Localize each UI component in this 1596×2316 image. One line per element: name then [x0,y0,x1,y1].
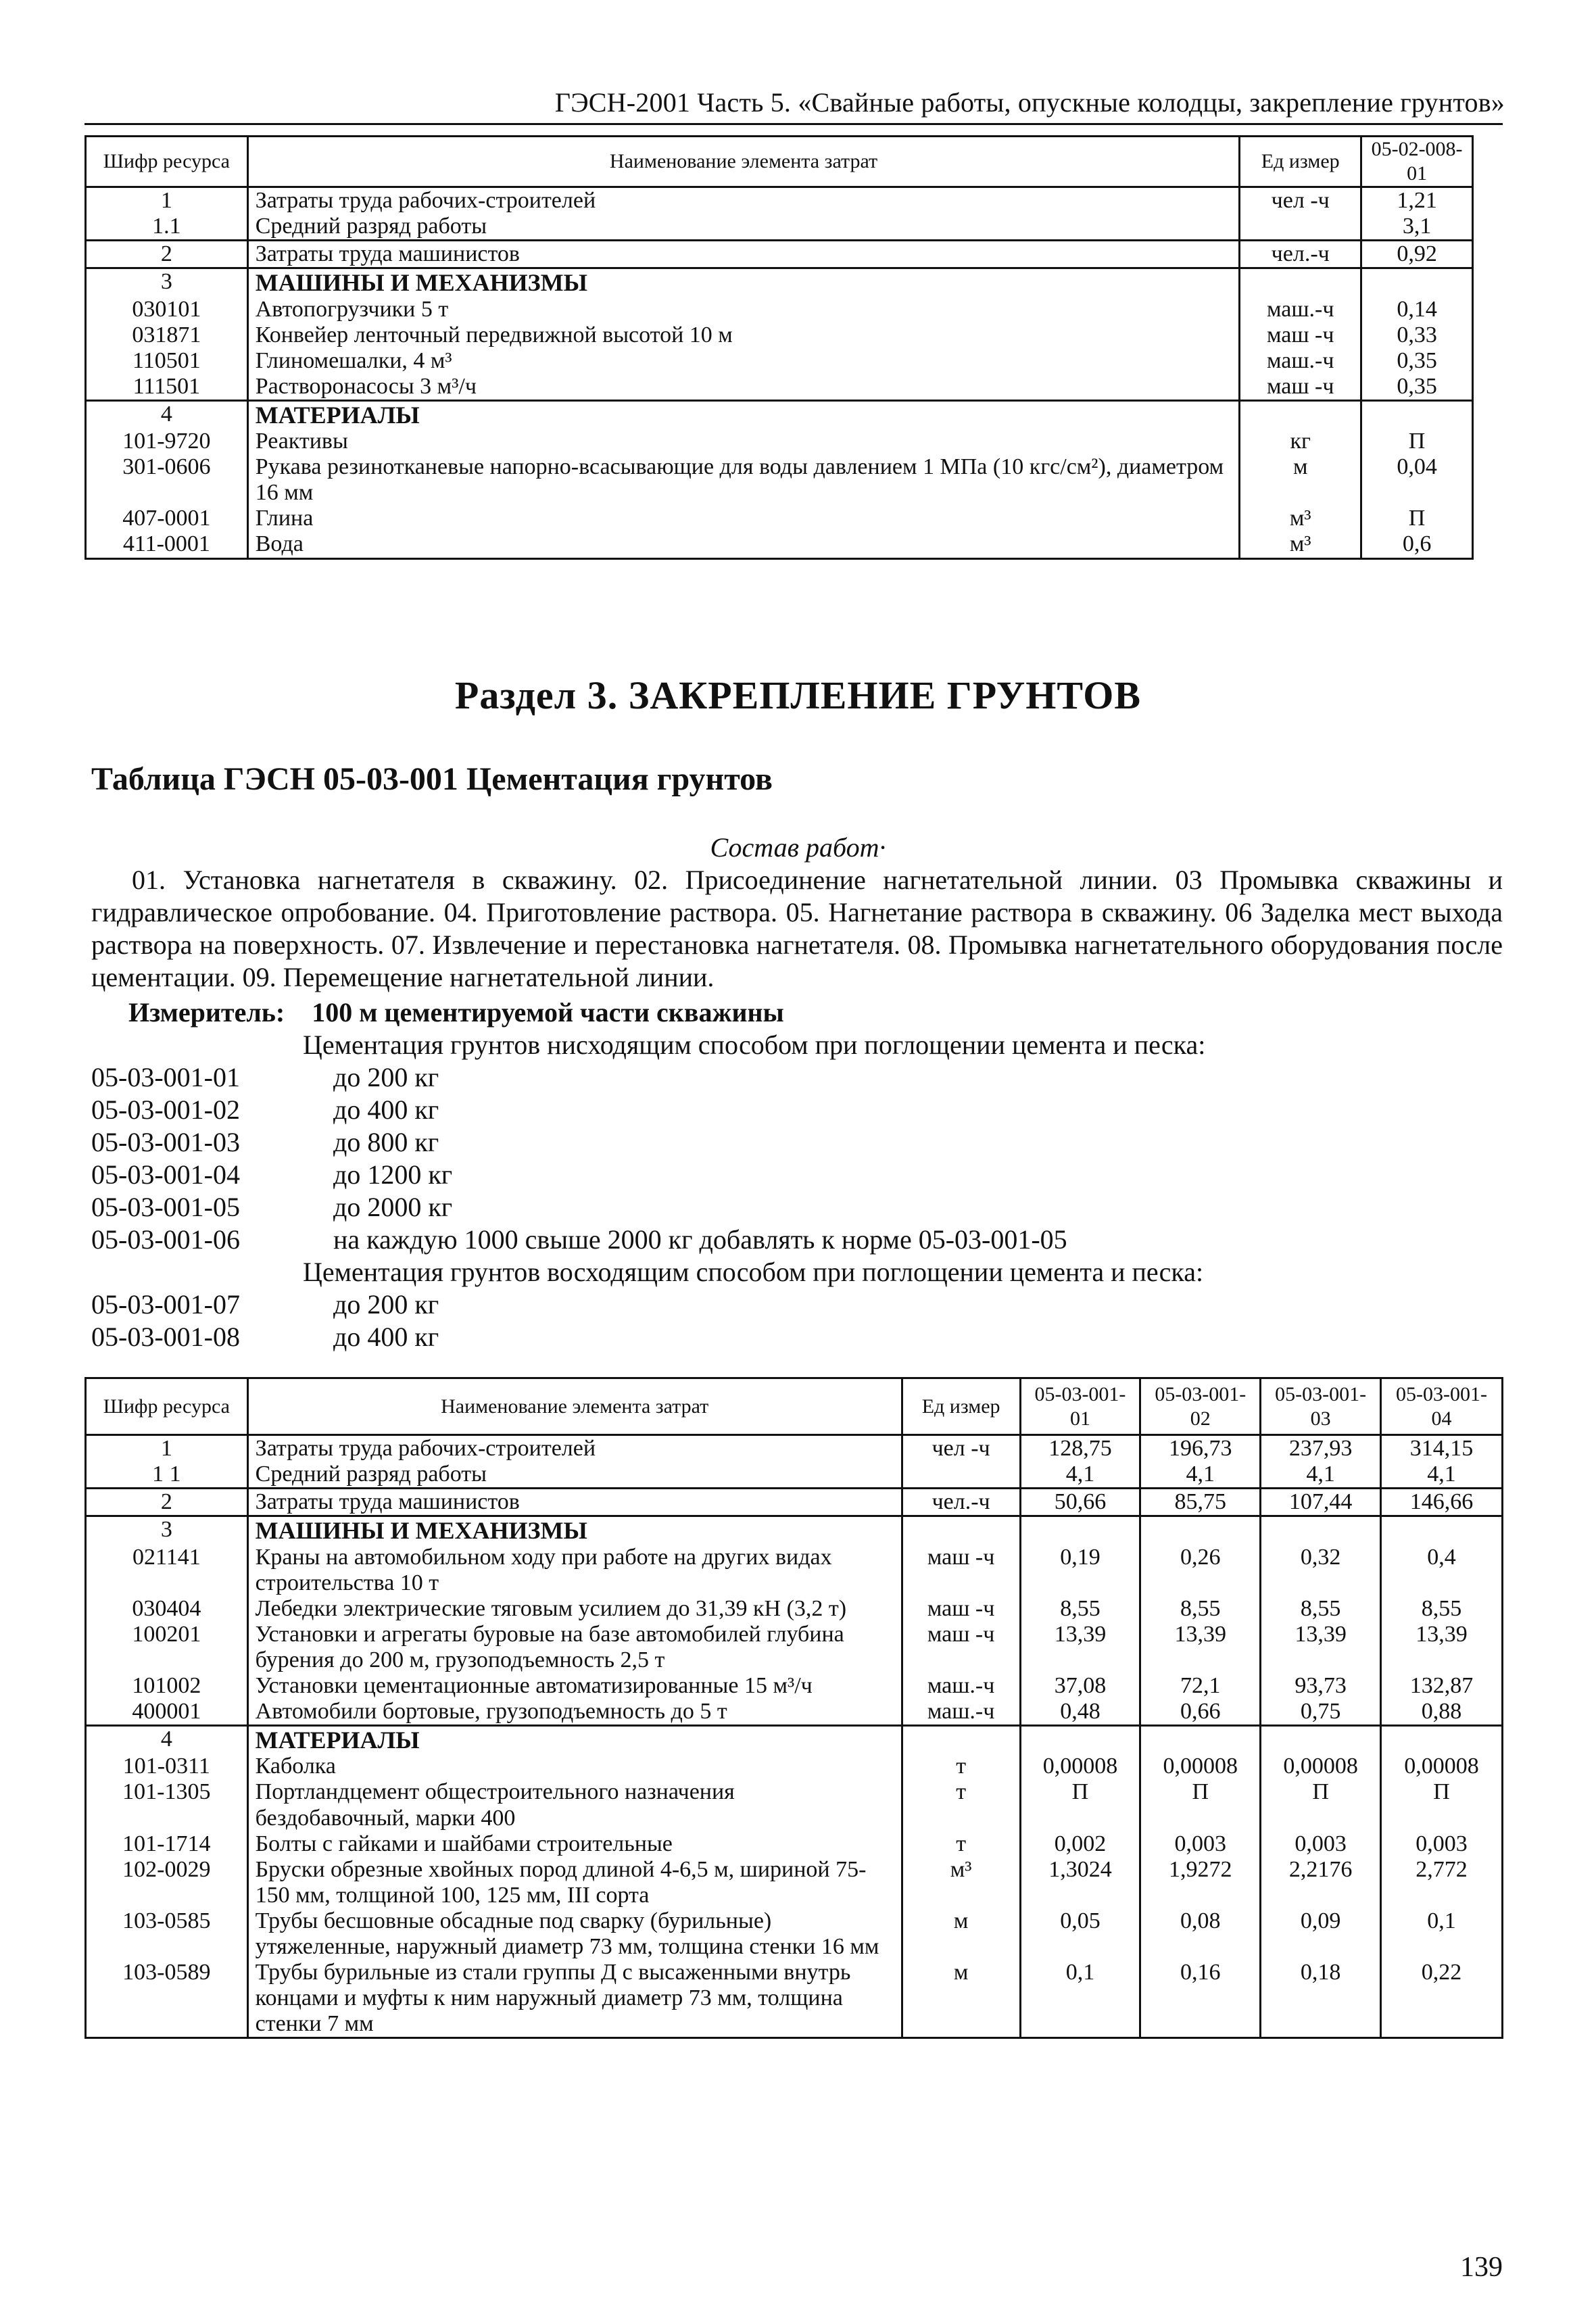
norm-text: до 200 кг [333,1289,439,1320]
norm-value: 132,87 [1381,1673,1503,1699]
resource-code: 3 [86,268,248,297]
norm-value: 107,44 [1261,1489,1381,1516]
works-description: 01. Установка нагнетателя в скважину. 02. Присоединение нагнетательной линии. 03 Промывка скважины и гидравлическое опробование. 04. Приготовление раствора. 05. Нагнетание раствора в скважину. 06 Заделка мест выхода раствора на поверхность. 07. Извлечение и перестановка нагнетателя. 08. Промывка нагнетательного оборудования после цементации. 09. Перемещение нагнетательной линии. [91,865,1503,992]
resource-code: 407-0001 [86,506,248,531]
norm-value: 0,4 [1381,1545,1503,1596]
resource-code: 021141 [86,1545,248,1596]
norm-value [1361,268,1473,297]
norm-value [1261,1726,1381,1754]
resource-code: 1 [86,1435,248,1462]
running-header: ГЭСН-2001 Часть 5. «Свайные работы, опускные колодцы, закрепление грунтов» [554,87,1505,118]
table-row [86,1516,1503,1545]
cost-element-name: Автомобили бортовые, грузоподъемность до 5 т [247,1699,902,1726]
resource-code: 101002 [86,1673,248,1699]
norm-value: 13,39 [1140,1622,1261,1673]
norm-value: 0,19 [1020,1545,1140,1596]
meter-label: Измеритель: [128,997,285,1028]
norm-value: П [1361,506,1473,531]
table-row [86,1779,1503,1831]
norm-text: до 400 кг [333,1094,439,1125]
norm-value: 0,75 [1261,1699,1381,1726]
unit-cell: маш -ч [902,1622,1020,1673]
norm-value: 4,1 [1140,1462,1261,1489]
norm-value: 0,26 [1140,1545,1261,1596]
norm-value: 0,003 [1261,1831,1381,1857]
resource-code: 110501 [86,348,248,374]
norm-value: 0,00008 [1381,1754,1503,1779]
norm-value: 72,1 [1140,1673,1261,1699]
norm-value: 196,73 [1140,1435,1261,1462]
cost-element-name: Конвейер ленточный передвижной высотой 10 м [247,322,1240,348]
unit-cell: т [902,1754,1020,1779]
norm-value: 2,2176 [1261,1857,1381,1908]
cost-element-name: МАТЕРИАЛЫ [247,1726,902,1754]
unit-cell: т [902,1831,1020,1857]
norm-value: 0,08 [1140,1908,1261,1960]
cost-element-name: Лебедки электрические тяговым усилием до 31,39 кН (3,2 т) [247,1596,902,1622]
norm-value: 8,55 [1261,1596,1381,1622]
works-caption: Состав работ· [710,832,886,863]
table-row [86,1673,1503,1699]
table-row [86,1699,1503,1726]
norm-value: П [1381,1779,1503,1831]
norm-value: 0,00008 [1261,1754,1381,1779]
resource-code: 031871 [86,322,248,348]
unit-cell: т [902,1779,1020,1831]
norm-item [91,1224,1067,1255]
norm-value [1140,1516,1261,1545]
table-row [86,322,1473,348]
table-row [86,268,1473,297]
resource-code: 301-0606 [86,454,248,506]
header-rule [84,123,1503,125]
cost-element-name: Портландцемент общестроительного назначения бездобавочный, марки 400 [247,1779,902,1831]
cost-element-name: Затраты труда машинистов [247,1489,902,1516]
unit-cell: маш.-ч [1240,348,1361,374]
norm-value: 0,6 [1361,531,1473,558]
header-norm-code: 05-03-001-02 [1140,1378,1261,1435]
norm-value [1361,400,1473,429]
norm-value: 0,003 [1140,1831,1261,1857]
resource-table-05-02-008 [84,135,1474,560]
unit-cell [1240,400,1361,429]
norm-value: 0,88 [1381,1699,1503,1726]
cost-element-name: Глина [247,506,1240,531]
norm-code: 05-03-001-05 [91,1192,240,1222]
norm-value: 314,15 [1381,1435,1503,1462]
cost-element-name: Трубы бурильные из стали группы Д с высаженными внутрь концами и муфты к ним наружный диаметр 73 мм, толщина стенки 7 мм [247,1960,902,2038]
norm-code: 05-03-001-01 [91,1062,240,1092]
table-row [86,1435,1503,1462]
unit-cell: м [1240,454,1361,506]
norm-item [91,1159,452,1190]
table-row [86,1489,1503,1516]
norm-value: 1,9272 [1140,1857,1261,1908]
norm-value: 0,18 [1261,1960,1381,2038]
norm-value: 0,48 [1020,1699,1140,1726]
norm-value: 1,3024 [1020,1857,1140,1908]
norm-value: 0,92 [1361,241,1473,268]
resource-code: 030101 [86,297,248,322]
cost-element-name: МАШИНЫ И МЕХАНИЗМЫ [247,1516,902,1545]
cost-element-name: МАШИНЫ И МЕХАНИЗМЫ [247,268,1240,297]
norm-value: 0,32 [1261,1545,1381,1596]
cost-element-name: Реактивы [247,429,1240,454]
norm-value: 4,1 [1020,1462,1140,1489]
norm-value [1140,1726,1261,1754]
norm-value: 0,002 [1020,1831,1140,1857]
unit-cell: чел -ч [902,1435,1020,1462]
unit-cell [902,1516,1020,1545]
table-row [86,214,1473,241]
unit-cell [1240,268,1361,297]
section-title: Раздел 3. ЗАКРЕПЛЕНИЕ ГРУНТОВ [454,673,1142,717]
cost-element-name: Трубы бесшовные обсадные под сварку (бурильные) утяжеленные, наружный диаметр 73 мм, толщина стенки 16 мм [247,1908,902,1960]
table-row [86,506,1473,531]
norm-value: 4,1 [1261,1462,1381,1489]
norm-value: 0,22 [1381,1960,1503,2038]
norm-value: 8,55 [1020,1596,1140,1622]
norm-value: 3,1 [1361,214,1473,241]
table-row [86,454,1473,506]
unit-cell: м [902,1908,1020,1960]
norm-value: 0,04 [1361,454,1473,506]
norm-group-ascending: Цементация грунтов восходящим способом при поглощении цемента и песка: [303,1257,1204,1287]
norm-value: 8,55 [1140,1596,1261,1622]
norm-value [1020,1726,1140,1754]
norm-text: до 200 кг [333,1062,439,1092]
norm-value: 0,003 [1381,1831,1503,1857]
cost-element-name: Установки и агрегаты буровые на базе автомобилей глубина бурения до 200 м, грузоподъемность 2,5 т [247,1622,902,1673]
norm-item [91,1191,452,1223]
norm-value: П [1140,1779,1261,1831]
norm-value: 13,39 [1020,1622,1140,1673]
norm-value: П [1020,1779,1140,1831]
norm-value [1020,1516,1140,1545]
resource-code: 2 [86,241,248,268]
table-row [86,1726,1503,1754]
norm-code: 05-03-001-04 [91,1159,240,1190]
table-row [86,348,1473,374]
unit-cell: маш.-ч [1240,297,1361,322]
norm-value: 13,39 [1381,1622,1503,1673]
norm-value: 0,09 [1261,1908,1381,1960]
unit-cell: м³ [902,1857,1020,1908]
resource-code: 4 [86,1726,248,1754]
table-row [86,1831,1503,1857]
cost-element-name: МАТЕРИАЛЫ [247,400,1240,429]
unit-cell: м³ [1240,506,1361,531]
norm-value: 0,00008 [1020,1754,1140,1779]
norm-value: 8,55 [1381,1596,1503,1622]
unit-cell: чел.-ч [1240,241,1361,268]
resource-code: 103-0589 [86,1960,248,2038]
unit-cell: кг [1240,429,1361,454]
unit-cell: м³ [1240,531,1361,558]
norm-value: П [1261,1779,1381,1831]
resource-code: 101-9720 [86,429,248,454]
resource-code: 1 1 [86,1462,248,1489]
cost-element-name: Бруски обрезные хвойных пород длиной 4-6,5 м, шириной 75-150 мм, толщиной 100, 125 мм, III сорта [247,1857,902,1908]
header-resource-code: Шифр ресурса [86,1378,248,1435]
header-norm-code: 05-03-001-03 [1261,1378,1381,1435]
cost-element-name: Каболка [247,1754,902,1779]
norm-value: 4,1 [1381,1462,1503,1489]
page-number: 139 [1460,2252,1503,2283]
norm-value: 0,1 [1020,1960,1140,2038]
table-row [86,1908,1503,1960]
table-row [86,1857,1503,1908]
norm-value [1381,1516,1503,1545]
resource-code: 103-0585 [86,1908,248,1960]
header-norm-code: 05-02-008-01 [1361,137,1473,187]
table-row [86,1462,1503,1489]
table-row [86,297,1473,322]
resource-code: 1.1 [86,214,248,241]
norm-item [91,1288,439,1320]
norm-item [91,1126,439,1158]
cost-element-name: Глиномешалки, 4 м³ [247,348,1240,374]
table-title: Таблица ГЭСН 05-03-001 Цементация грунтов [91,761,773,797]
norm-code: 05-03-001-07 [91,1289,240,1320]
norm-value: П [1361,429,1473,454]
table-row [86,1960,1503,2038]
resource-code: 4 [86,400,248,429]
table-row [86,1754,1503,1779]
resource-code: 400001 [86,1699,248,1726]
table-row [86,374,1473,401]
norm-value: 85,75 [1140,1489,1261,1516]
norm-text: до 800 кг [333,1127,439,1157]
header-cost-element: Наименование элемента затрат [247,1378,902,1435]
unit-cell: маш -ч [1240,374,1361,401]
resource-code: 100201 [86,1622,248,1673]
norm-value: 0,16 [1140,1960,1261,2038]
unit-cell: чел -ч [1240,187,1361,214]
table1-body [86,187,1473,559]
table-row [86,1622,1503,1673]
cost-element-name: Затраты труда рабочих-строителей [247,1435,902,1462]
norm-value [1381,1726,1503,1754]
norm-item [91,1321,439,1353]
norm-text: до 1200 кг [333,1159,453,1190]
norm-value: 0,35 [1361,348,1473,374]
unit-cell: маш -ч [1240,322,1361,348]
unit-cell [902,1462,1020,1489]
norm-value: 0,33 [1361,322,1473,348]
norm-value: 93,73 [1261,1673,1381,1699]
unit-cell [902,1726,1020,1754]
norm-value: 0,66 [1140,1699,1261,1726]
resource-code: 101-1714 [86,1831,248,1857]
norm-item [91,1094,439,1126]
norm-code: 05-03-001-02 [91,1094,240,1125]
unit-cell: маш -ч [902,1596,1020,1622]
resource-code: 2 [86,1489,248,1516]
resource-code: 101-1305 [86,1779,248,1831]
norm-value: 0,35 [1361,374,1473,401]
norm-code: 05-03-001-03 [91,1127,240,1157]
cost-element-name: Установки цементационные автоматизированные 15 м³/ч [247,1673,902,1699]
resource-code: 1 [86,187,248,214]
norm-code: 05-03-001-06 [91,1224,240,1255]
norm-code: 05-03-001-08 [91,1322,240,1352]
header-unit: Ед измер [1240,137,1361,187]
norm-text: до 2000 кг [333,1192,453,1222]
table-row [86,400,1473,429]
header-norm-code: 05-03-001-01 [1020,1378,1140,1435]
table-row [86,429,1473,454]
norm-value: 13,39 [1261,1622,1381,1673]
resource-code: 101-0311 [86,1754,248,1779]
unit-cell: чел.-ч [902,1489,1020,1516]
norm-value: 0,14 [1361,297,1473,322]
cost-element-name: Средний разряд работы [247,214,1240,241]
unit-cell [1240,214,1361,241]
table-row [86,187,1473,214]
norm-text: на каждую 1000 свыше 2000 кг добавлять к норме 05-03-001-05 [333,1224,1067,1255]
cost-element-name: Рукава резинотканевые напорно-всасывающие для воды давлением 1 МПа (10 кгс/см²), диаметром 16 мм [247,454,1240,506]
norm-value: 0,05 [1020,1908,1140,1960]
header-unit: Ед измер [902,1378,1020,1435]
header-norm-code: 05-03-001-04 [1381,1378,1503,1435]
unit-cell: маш -ч [902,1545,1020,1596]
norm-group-descending: Цементация грунтов нисходящим способом при поглощении цемента и песка: [303,1030,1206,1060]
cost-element-name: Болты с гайками и шайбами строительные [247,1831,902,1857]
resource-table-05-03-001 [84,1377,1503,2039]
norm-item [91,1061,439,1093]
resource-code: 411-0001 [86,531,248,558]
norm-value: 128,75 [1020,1435,1140,1462]
header-resource-code: Шифр ресурса [86,137,248,187]
norm-value: 50,66 [1020,1489,1140,1516]
cost-element-name: Вода [247,531,1240,558]
meter-line [128,996,784,1028]
resource-code: 111501 [86,374,248,401]
table-row [86,1545,1503,1596]
norm-text: до 400 кг [333,1322,439,1352]
cost-element-name: Затраты труда рабочих-строителей [247,187,1240,214]
norm-value: 146,66 [1381,1489,1503,1516]
table-row [86,1596,1503,1622]
cost-element-name: Краны на автомобильном ходу при работе на других видах строительства 10 т [247,1545,902,1596]
norm-value [1261,1516,1381,1545]
unit-cell: маш.-ч [902,1699,1020,1726]
norm-value: 37,08 [1020,1673,1140,1699]
header-cost-element: Наименование элемента затрат [247,137,1240,187]
norm-value: 2,772 [1381,1857,1503,1908]
unit-cell: маш.-ч [902,1673,1020,1699]
resource-code: 102-0029 [86,1857,248,1908]
resource-code: 3 [86,1516,248,1545]
resource-code: 030404 [86,1596,248,1622]
norm-value: 237,93 [1261,1435,1381,1462]
cost-element-name: Растворонасосы 3 м³/ч [247,374,1240,401]
norm-value: 1,21 [1361,187,1473,214]
table-row [86,241,1473,268]
table2-body [86,1435,1503,2038]
table-row [86,531,1473,558]
unit-cell: м [902,1960,1020,2038]
norm-value: 0,00008 [1140,1754,1261,1779]
norm-value: 0,1 [1381,1908,1503,1960]
meter-value: 100 м цементируемой части скважины [312,997,784,1028]
cost-element-name: Автопогрузчики 5 т [247,297,1240,322]
cost-element-name: Средний разряд работы [247,1462,902,1489]
cost-element-name: Затраты труда машинистов [247,241,1240,268]
